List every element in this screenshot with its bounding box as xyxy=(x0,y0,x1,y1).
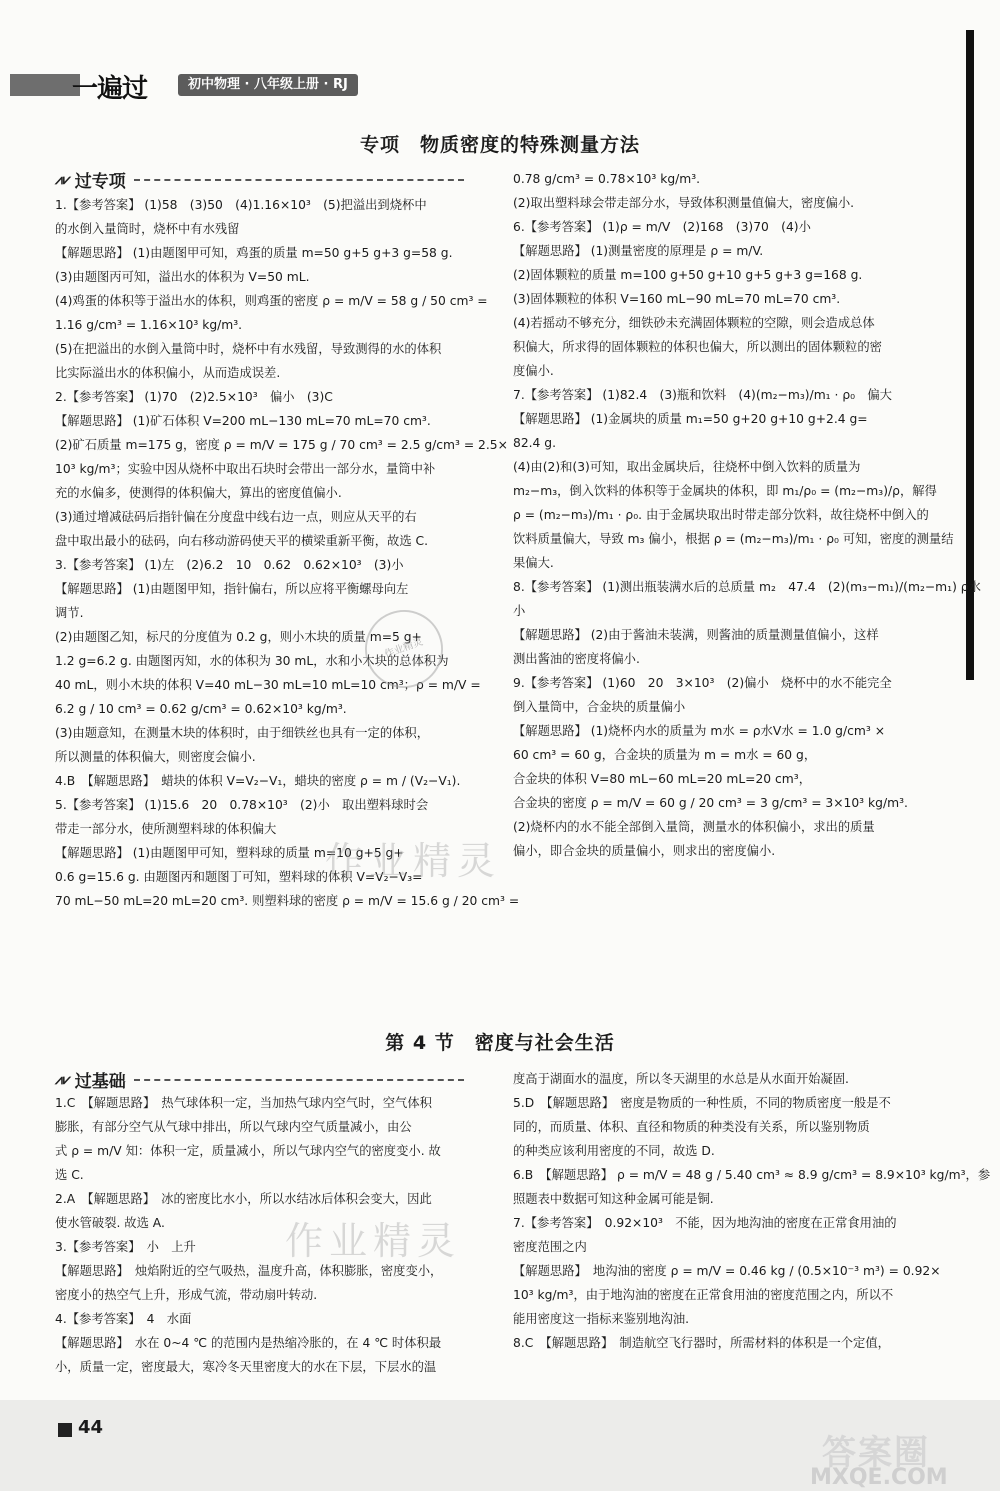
text-line: 60 cm³ = 60 g，合金块的质量为 m = m水 = 60 g， xyxy=(513,748,817,762)
text-line: 的种类应该利用密度的不同，故选 D. xyxy=(513,1144,715,1158)
text-line: (2)固体颗粒的质量 m=100 g+50 g+10 g+5 g+3 g=168 g. xyxy=(513,268,863,282)
section2-header xyxy=(55,1067,464,1092)
text-line: 10³ kg/m³，由于地沟油的密度在正常食用油的密度范围之内，所以不 xyxy=(513,1288,894,1302)
text-line: 的水倒入量筒时，烧杯中有水残留 xyxy=(55,222,240,236)
text-line: 8.C 【解题思路】 制造航空飞行器时，所需材料的体积是一个定值， xyxy=(513,1336,890,1350)
text-line: 【解题思路】 (1)烧杯内水的质量为 m水 = ρ水V水 = 1.0 g/cm³ × xyxy=(513,724,886,738)
text-line: 6.2 g / 10 cm³ = 0.62 g/cm³ = 0.62×10³ kg/m³. xyxy=(55,702,347,716)
text-line: 【解题思路】 地沟油的密度 ρ = m/V = 0.46 kg / (0.5×10⁻³ m³) = 0.92× xyxy=(513,1264,941,1278)
watermark-text: 作业精灵 xyxy=(325,839,502,883)
text-line: 40 mL，则小木块的体积 V=40 mL−30 mL=10 mL=10 cm³；ρ = m/V = xyxy=(55,678,481,692)
text-line: 【解题思路】 (1)测量密度的原理是 ρ = m/V. xyxy=(513,244,764,258)
text-line: 膨胀，有部分空气从气球中排出，所以气球内空气质量减小，由公 xyxy=(55,1120,412,1134)
section1-right-column xyxy=(513,167,981,863)
text-line: m₂−m₃，倒入饮料的体积等于金属块的体积，即 m₁/ρ₀ = (m₂−m₃)/ρ，解得 xyxy=(513,484,937,498)
text-line: 能用密度这一指标来鉴别地沟油. xyxy=(513,1312,690,1326)
text-line: 4.【参考答案】 4 水面 xyxy=(55,1312,192,1326)
text-line: 【解题思路】 (1)由题图甲可知，塑料球的质量 m=10 g+5 g+ xyxy=(55,846,404,860)
text-line: 比实际溢出水的体积偏小，从而造成误差. xyxy=(55,366,281,380)
text-line: 合金块的体积 V=80 mL−60 mL=20 mL=20 cm³， xyxy=(513,772,811,786)
text-line: 1.【参考答案】 (1)58 (3)50 (4)1.16×10³ (5)把溢出到烧杯中 xyxy=(55,198,427,212)
text-line: (3)由题图丙可知，溢出水的体积为 V=50 mL. xyxy=(55,270,310,284)
text-line: 【解题思路】 (1)由题图甲可知，鸡蛋的质量 m=50 g+5 g+3 g=58 g. xyxy=(55,246,453,260)
text-line: (3)由题意知，在测量木块的体积时，由于细铁丝也具有一定的体积， xyxy=(55,726,430,740)
section2-rule xyxy=(134,1079,464,1081)
text-line: 8.【参考答案】 (1)测出瓶装满水后的总质量 m₂ 47.4 (2)(m₃−m₁)/(m₂−m₁) ρ水 xyxy=(513,580,981,594)
section2-header-label: 过基础 xyxy=(74,1072,126,1092)
text-line: (3)固体颗粒的体积 V=160 mL−90 mL=70 mL=70 cm³. xyxy=(513,292,841,306)
watermark-text-2: 作业精灵 xyxy=(285,1219,462,1263)
text-line: 2.【参考答案】 (1)70 (2)2.5×10³ 偏小 (3)C xyxy=(55,390,333,404)
text-line: 密度范围之内 xyxy=(513,1240,587,1254)
text-line: 积偏大，所求得的固体颗粒的体积也偏大，所以测出的固体颗粒的密 xyxy=(513,340,882,354)
text-line: 7.【参考答案】 0.92×10³ 不能，因为地沟油的密度在正常食用油的 xyxy=(513,1216,897,1230)
text-line: 0.78 g/cm³ = 0.78×10³ kg/m³. xyxy=(513,172,701,186)
site-url: MXQE.COM xyxy=(810,1465,948,1490)
text-line: 5.【参考答案】 (1)15.6 20 0.78×10³ (2)小 取出塑料球时会 xyxy=(55,798,429,812)
section1-rule xyxy=(134,179,464,181)
text-line: 果偏大. xyxy=(513,556,554,570)
text-line: 照题表中数据可知这种金属可能是铜. xyxy=(513,1192,714,1206)
text-line: 小，质量一定，密度最大，寒冷冬天里密度大的水在下层，下层水的温 xyxy=(55,1360,437,1374)
text-line: 1.16 g/cm³ = 1.16×10³ kg/m³. xyxy=(55,318,243,332)
text-line: 【解题思路】 (1)由题图甲知，指针偏右，所以应将平衡螺母向左 xyxy=(55,582,409,596)
text-line: 6.B 【解题思路】 ρ = m/V = 48 g / 5.40 cm³ ≈ 8.9 g/cm³ = 8.9×10³ kg/m³，参 xyxy=(513,1168,991,1182)
page-marker-icon xyxy=(58,1423,72,1437)
text-line: 3.【参考答案】 小 上升 xyxy=(55,1240,196,1254)
text-line: 饮料质量偏大，导致 m₃ 偏小，根据 ρ = (m₂−m₃)/m₁ · ρ₀ 可知，密度的测量结 xyxy=(513,532,954,546)
text-line: (5)在把溢出的水倒入量筒中时，烧杯中有水残留，导致测得的水的体积 xyxy=(55,342,442,356)
site-logo: 答案圈 xyxy=(822,1433,930,1473)
section1-header xyxy=(55,167,464,192)
text-line: 82.4 g. xyxy=(513,436,557,450)
text-line: 5.D 【解题思路】 密度是物质的一种性质，不同的物质密度一般是不 xyxy=(513,1096,891,1110)
text-line: (3)通过增减砝码后指针偏在分度盘中线右边一点，则应从天平的右 xyxy=(55,510,417,524)
text-line: 度偏小. xyxy=(513,364,554,378)
text-line: 测出酱油的密度将偏小. xyxy=(513,652,640,666)
text-line: 7.【参考答案】 (1)82.4 (3)瓶和饮料 (4)(m₂−m₃)/m₁ · ρ₀ 偏大 xyxy=(513,388,892,402)
text-line: 【解题思路】 (1)金属块的质量 m₁=50 g+20 g+10 g+2.4 g= xyxy=(513,412,868,426)
text-line: 0.6 g=15.6 g. 由题图丙和题图丁可知，塑料球的体积 V=V₂−V₃= xyxy=(55,870,423,884)
text-line: 2.A 【解题思路】 冰的密度比水小，所以水结冰后体积会变大，因此 xyxy=(55,1192,432,1206)
text-line: 式 ρ = m/V 知：体积一定，质量减小，所以气球内空气的密度变小. 故 xyxy=(55,1144,441,1158)
text-line: (2)烧杯内的水不能全部倒入量筒，测量水的体积偏小，求出的质量 xyxy=(513,820,875,834)
text-line: 带走一部分水，使所测塑料球的体积偏大 xyxy=(55,822,277,836)
text-line: 1.2 g=6.2 g. 由题图丙知，水的体积为 30 mL，水和小木块的总体积为 xyxy=(55,654,449,668)
section1-title: 专项 物质密度的特殊测量方法 xyxy=(359,134,640,156)
text-line: 所以测量的体积偏大，则密度会偏小. xyxy=(55,750,256,764)
text-line: (2)矿石质量 m=175 g，密度 ρ = m/V = 175 g / 70 cm³ = 2.5 g/cm³ = 2.5× xyxy=(55,438,508,452)
text-line: 10³ kg/m³；实验中因从烧杯中取出石块时会带出一部分水，量筒中补 xyxy=(55,462,436,476)
text-line: 9.【参考答案】 (1)60 20 3×10³ (2)偏小 烧杯中的水不能完全 xyxy=(513,676,892,690)
text-line: 【解题思路】 (2)由于酱油未装满，则酱油的质量测量值偏小，这样 xyxy=(513,628,879,642)
text-line: 【解题思路】 水在 0~4 ℃ 的范围内是热缩冷胀的，在 4 ℃ 时体积最 xyxy=(55,1336,442,1350)
text-line: 调节. xyxy=(55,606,84,620)
wave-icon: ⩘⩗ xyxy=(55,1071,71,1088)
page-number: 44 xyxy=(78,1417,104,1438)
text-line: 3.【参考答案】 (1)左 (2)6.2 10 0.62 0.62×10³ (3)小 xyxy=(55,558,404,572)
text-line: (2)取出塑料球会带走部分水，导致体积测量值偏大，密度偏小. xyxy=(513,196,855,210)
text-line: 倒入量筒中，合金块的质量偏小 xyxy=(513,700,686,714)
text-line: 充的水偏多，使测得的体积偏大，算出的密度值偏小. xyxy=(55,486,342,500)
wave-icon: ⩘⩗ xyxy=(55,171,71,188)
text-line: (4)鸡蛋的体积等于溢出水的体积，则鸡蛋的密度 ρ = m/V = 58 g / 50 cm³ = xyxy=(55,294,488,308)
text-line: 小 xyxy=(513,604,526,618)
section2-title: 第 4 节 密度与社会生活 xyxy=(385,1032,615,1054)
text-line: 盘中取出最小的砝码，向右移动游码使天平的横梁重新平衡，故选 C. xyxy=(55,534,429,548)
text-line: 选 C. xyxy=(55,1168,84,1182)
header xyxy=(10,70,370,104)
text-line: ρ = (m₂−m₃)/m₁ · ρ₀. 由于金属块取出时带走部分饮料，故往烧杯中倒入的 xyxy=(513,508,929,522)
section1-left-column xyxy=(55,193,519,913)
section1-header-label: 过专项 xyxy=(74,172,126,192)
text-line: (2)由题图乙知，标尺的分度值为 0.2 g，则小木块的质量 m=5 g+ xyxy=(55,630,422,644)
text-line: 4.B 【解题思路】 蜡块的体积 V=V₂−V₁，蜡块的密度 ρ = m / (V₂−V₁). xyxy=(55,774,461,788)
text-line: 偏小，即合金块的质量偏小，则求出的密度偏小. xyxy=(513,844,776,858)
text-line: 度高于湖面水的温度，所以冬天湖里的水总是从水面开始凝固. xyxy=(513,1072,849,1086)
text-line: 70 mL−50 mL=20 mL=20 cm³. 则塑料球的密度 ρ = m/V = 15.6 g / 20 cm³ = xyxy=(55,894,520,908)
header-grey-block xyxy=(10,74,80,96)
section2-right-column xyxy=(513,1067,990,1355)
text-line: 同的，而质量、体积、直径和物质的种类没有关系，所以鉴别物质 xyxy=(513,1120,870,1134)
text-line: 密度小的热空气上升，形成气流，带动扇叶转动. xyxy=(55,1288,318,1302)
text-line: 6.【参考答案】 (1)ρ = m/V (2)168 (3)70 (4)小 xyxy=(513,220,811,234)
book-subject-tag: 初中物理 · 八年级上册 · RJ xyxy=(178,74,358,96)
text-line: 1.C 【解题思路】 热气球体积一定，当加热气球内空气时，空气体积 xyxy=(55,1096,432,1110)
text-line: 合金块的密度 ρ = m/V = 60 g / 20 cm³ = 3 g/cm³ = 3×10³ kg/m³. xyxy=(513,796,908,810)
text-line: 使水管破裂. 故选 A. xyxy=(55,1216,165,1230)
text-line: (4)若摇动不够充分，细铁砂未充满固体颗粒的空隙，则会造成总体 xyxy=(513,316,875,330)
watermark-seal: 作业精灵 xyxy=(354,599,454,699)
text-line: (4)由(2)和(3)可知，取出金属块后，往烧杯中倒入饮料的质量为 xyxy=(513,460,861,474)
text-line: 【解题思路】 (1)矿石体积 V=200 mL−130 mL=70 mL=70 cm³. xyxy=(55,414,431,428)
text-line: 【解题思路】 烛焰附近的空气吸热，温度升高，体积膨胀，密度变小， xyxy=(55,1264,443,1278)
book-logo: 一遍过 xyxy=(72,74,148,104)
